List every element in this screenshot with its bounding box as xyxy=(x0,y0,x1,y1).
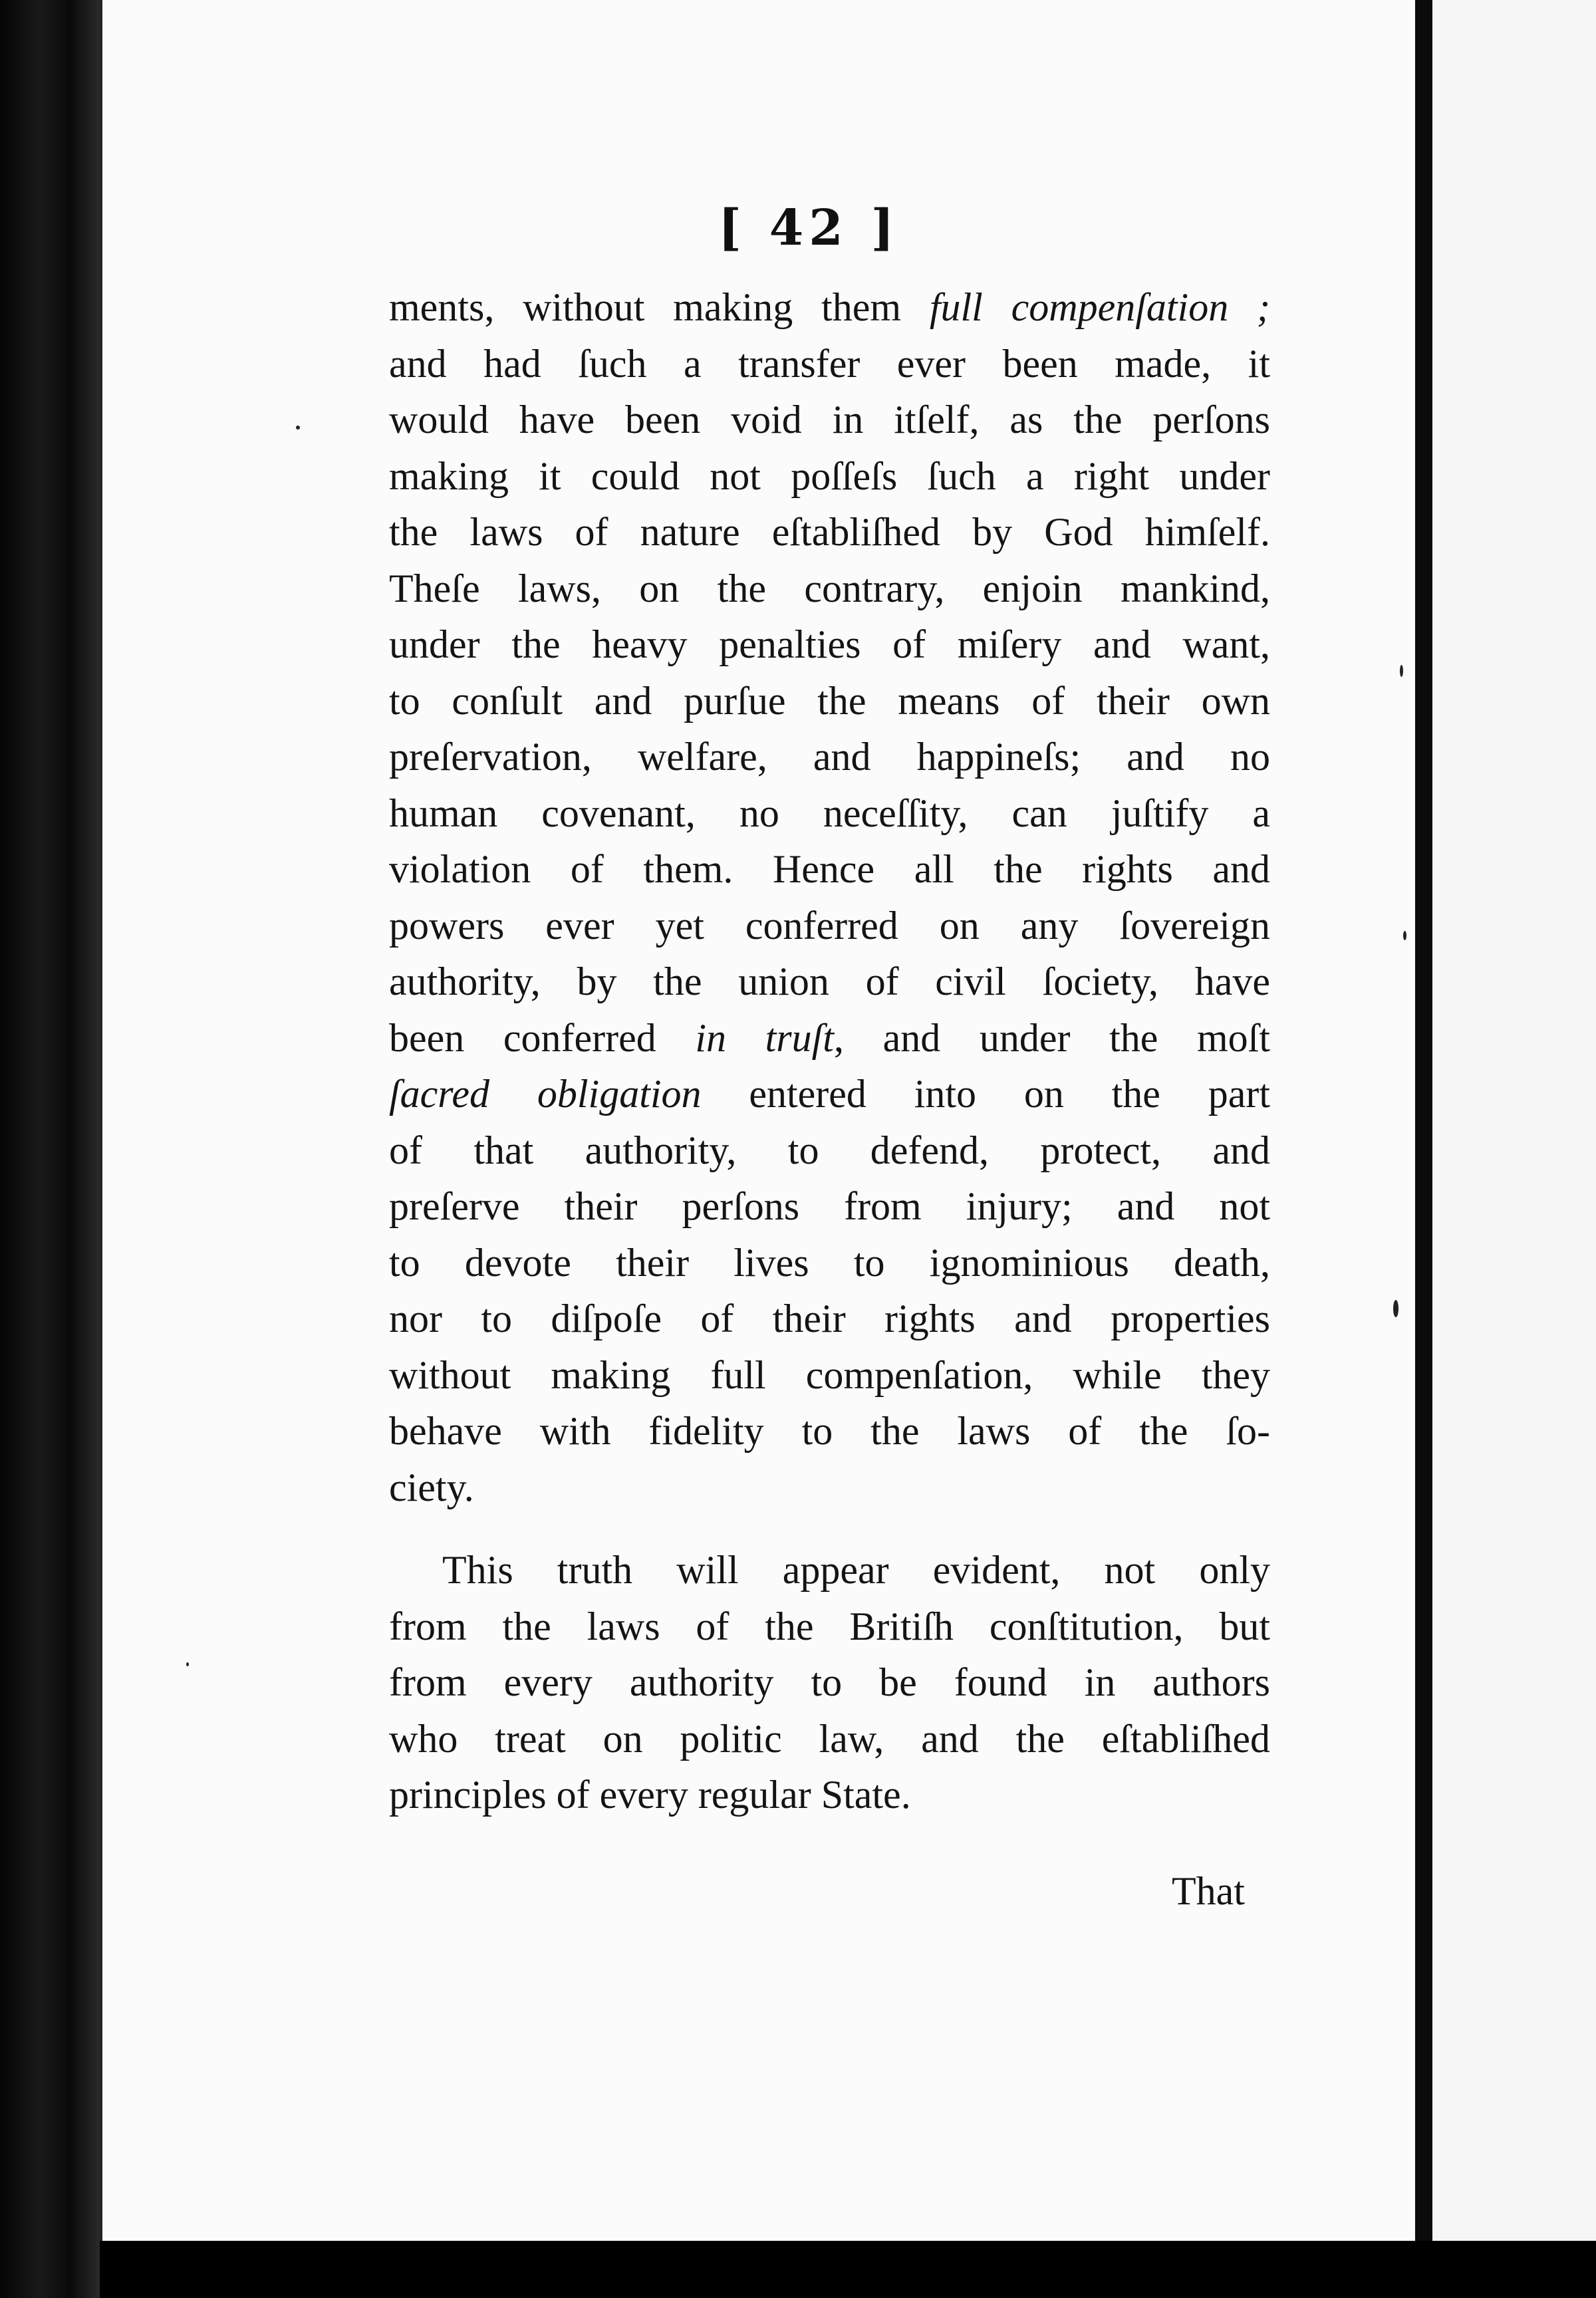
text-line: making it could not poſſeſs ſuch a right under xyxy=(389,453,1270,498)
italic-phrase: in truſt xyxy=(695,1015,834,1060)
text-line: behave with fidelity to the laws of the ſo- xyxy=(389,1409,1270,1453)
text-line: been conferred in truſt, and under the moſt xyxy=(389,1015,1270,1060)
gutter xyxy=(1415,0,1432,2261)
italic-phrase: ſacred obligation xyxy=(389,1072,702,1116)
text-line: who treat on politic law, and the eſtabliſhed xyxy=(389,1716,1270,1761)
body-text xyxy=(389,279,1270,1823)
text-line: preſervation, welfare, and happineſs; and no xyxy=(389,735,1270,779)
text-line: preſerve their perſons from injury; and not xyxy=(389,1184,1270,1228)
text-line: powers ever yet conferred on any ſovereign xyxy=(389,903,1270,948)
facing-page-edge xyxy=(1432,0,1596,2241)
scan-speck xyxy=(1400,665,1403,677)
text-line: violation of them. Hence all the rights and xyxy=(389,847,1270,891)
text-line: from every authority to be found in authors xyxy=(389,1660,1270,1704)
book-spine xyxy=(0,0,100,2298)
text-line: from the laws of the Britiſh conſtitution, but xyxy=(389,1604,1270,1648)
scan-speck xyxy=(296,426,300,430)
text-line: authority, by the union of civil ſociety, have xyxy=(389,959,1270,1003)
text-line: ments, without making them full compenſation ; xyxy=(389,285,1271,329)
text-line: ſacred obligation entered into on the part xyxy=(389,1072,1271,1116)
text-line: nor to diſpoſe of their rights and properties xyxy=(389,1297,1270,1340)
text-line: principles of every regular State. xyxy=(389,1773,911,1817)
scan-speck xyxy=(1403,931,1406,940)
text-line: the laws of nature eſtabliſhed by God himſelf. xyxy=(389,510,1270,554)
paragraph-gap xyxy=(389,1515,1270,1542)
scan-speck xyxy=(1393,1300,1398,1317)
text-line: to conſult and purſue the means of their own xyxy=(389,678,1270,723)
text-line: Theſe laws, on the contrary, enjoin mankind, xyxy=(389,566,1270,610)
italic-phrase: full compenſation ; xyxy=(929,285,1271,329)
text-line: human covenant, no neceſſity, can juſtify a xyxy=(389,791,1270,835)
text-line: ciety. xyxy=(389,1465,474,1509)
text-line: and had ſuch a transfer ever been made, it xyxy=(389,341,1270,386)
scan-speck xyxy=(186,1662,189,1666)
text-line: to devote their lives to ignominious death, xyxy=(389,1240,1270,1285)
text-line: of that authority, to defend, protect, and xyxy=(389,1128,1270,1172)
catchword: That xyxy=(1172,1869,1245,1913)
text-line: This truth will appear evident, not only xyxy=(442,1548,1270,1592)
bottom-edge xyxy=(100,2241,1596,2298)
text-line: without making full compenſation, while they xyxy=(389,1352,1270,1397)
page-number: [ 42 ] xyxy=(718,199,900,257)
text-line: would have been void in itſelf, as the perſons xyxy=(389,398,1270,442)
text-line: under the heavy penalties of miſery and want, xyxy=(389,622,1270,666)
